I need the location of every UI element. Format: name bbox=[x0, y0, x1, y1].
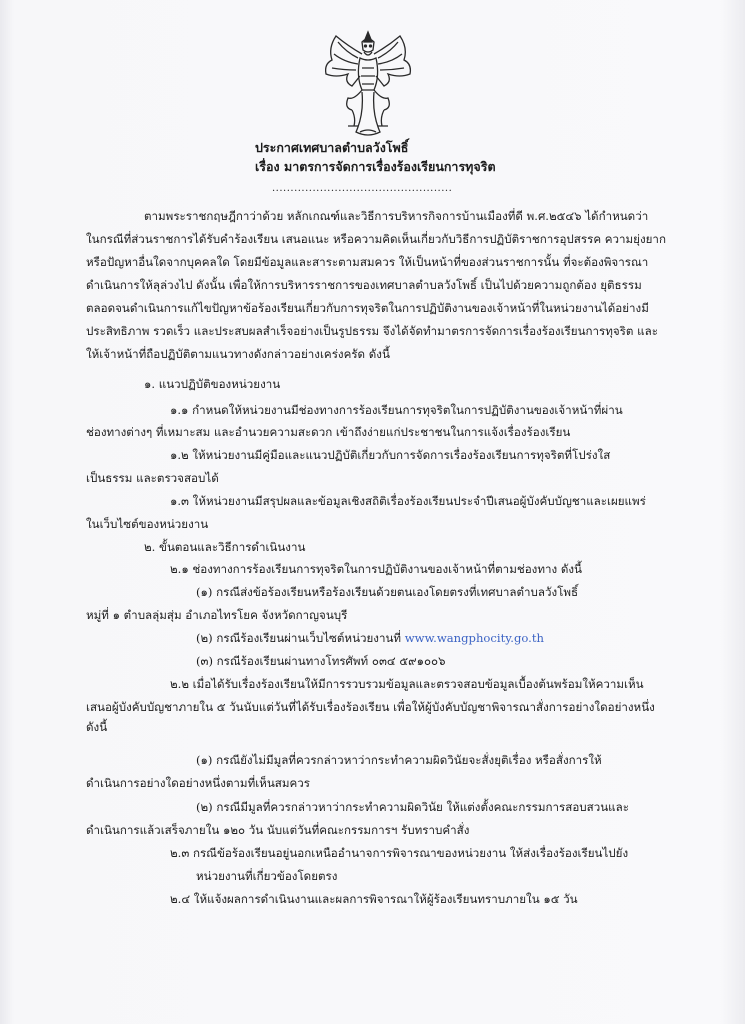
intro-line: หรือปัญหาอื่นใดจากบุคคลใด โดยมีข้อมูลและสาระตามสมควร ให้เป็นหน้าที่ของส่วนราชการนั้น ที่จะต้องพิจารณา bbox=[86, 255, 649, 269]
website-link[interactable]: www.wangphocity.go.th bbox=[404, 631, 544, 645]
clause-2-2-cont2: ดังนี้ bbox=[86, 720, 108, 734]
clause-2-2-2: (๒) กรณีมีมูลที่ควรกล่าวหาว่ากระทำความผิดวินัย ให้แต่งตั้งคณะกรรมการสอบสวนและ bbox=[196, 800, 629, 814]
intro-line: ดำเนินการให้ลุล่วงไป ดังนั้น เพื่อให้การบริหารราชการของเทศบาลตำบลวังโพธิ์ เป็นไปด้วยความถูกต้อง ยุติธรรม bbox=[86, 278, 642, 292]
clause-2-2-1-cont: ดำเนินการอย่างใดอย่างหนึ่งตามที่เห็นสมควร bbox=[86, 776, 310, 790]
clause-2-3: ๒.๓ กรณีข้อร้องเรียนอยู่นอกเหนืออำนาจการพิจารณาของหน่วยงาน ให้ส่งเรื่องร้องเรียนไปยัง bbox=[170, 846, 629, 860]
intro-line: ให้เจ้าหน้าที่ถือปฏิบัติตามแนวทางดังกล่าวอย่างเคร่งครัด ดังนี้ bbox=[86, 347, 390, 361]
clause-2-3-cont: หน่วยงานที่เกี่ยวข้องโดยตรง bbox=[196, 869, 338, 883]
clause-2-1-3: (๓) กรณีร้องเรียนผ่านทางโทรศัพท์ ๐๓๔ ๕๙๑๐๐๖ bbox=[196, 654, 446, 668]
clause-2-1-1: (๑) กรณีส่งข้อร้องเรียนหรือร้องเรียนด้วยตนเองโดยตรงที่เทศบาลตำบลวังโพธิ์ bbox=[196, 585, 579, 599]
title-separator: ................................................. bbox=[272, 183, 453, 194]
announcement-subject: เรื่อง มาตรการจัดการเรื่องร้องเรียนการทุจริต bbox=[255, 159, 496, 174]
clause-2-4: ๒.๔ ให้แจ้งผลการดำเนินงานและผลการพิจารณาให้ผู้ร้องเรียนทราบภายใน ๑๕ วัน bbox=[170, 892, 578, 906]
intro-line: ตลอดจนดำเนินการแก้ไขปัญหาข้อร้องเรียนเกี่ยวกับการทุจริตในการปฏิบัติงานของเจ้าหน้าที่ในหน่วยงานได้อย่างมี bbox=[86, 301, 649, 315]
intro-line: ประสิทธิภาพ รวดเร็ว และประสบผลสำเร็จอย่างเป็นรูปธรรม จึงได้จัดทำมาตรการจัดการเรื่องร้องเรียนการทุจริต และ bbox=[86, 324, 658, 338]
clause-2-1-1-cont: หมู่ที่ ๑ ตำบลลุ่มสุ่ม อำเภอไทรโยค จังหวัดกาญจนบุรี bbox=[86, 608, 348, 622]
clause-1-1-cont: ช่องทางต่างๆ ที่เหมาะสม และอำนวยความสะดวก เข้าถึงง่ายแก่ประชาชนในการแจ้งเรื่องร้องเรียน bbox=[86, 425, 571, 439]
announcement-title: ประกาศเทศบาลตำบลวังโพธิ์ bbox=[255, 140, 409, 155]
clause-2-1: ๒.๑ ช่องทางการร้องเรียนการทุจริตในการปฏิบัติงานของเจ้าหน้าที่ตามช่องทาง ดังนี้ bbox=[170, 562, 582, 576]
clause-2-2: ๒.๒ เมื่อได้รับเรื่องร้องเรียนให้มีการรวบรวมข้อมูลและตรวจสอบข้อมูลเบื้องต้นพร้อมให้ความเห็น bbox=[170, 677, 644, 691]
clause-2-2-1: (๑) กรณียังไม่มีมูลที่ควรกล่าวหาว่ากระทำความผิดวินัยจะสั่งยุติเรื่อง หรือสั่งการให้ bbox=[196, 753, 602, 767]
clause-1-2: ๑.๒ ให้หน่วยงานมีคู่มือและแนวปฏิบัติเกี่ยวกับการจัดการเรื่องร้องเรียนการทุจริตที่โปร่งใส bbox=[170, 448, 611, 462]
clause-1-3-cont: ในเว็บไซต์ของหน่วยงาน bbox=[86, 517, 209, 531]
clause-1-2-cont: เป็นธรรม และตรวจสอบได้ bbox=[86, 471, 219, 485]
intro-line: ในกรณีที่ส่วนราชการได้รับคำร้องเรียน เสนอแนะ หรือความคิดเห็นเกี่ยวกับวิธีการปฏิบัติราชการอุปสรรค ความยุ่งยาก bbox=[86, 232, 666, 246]
section1-heading: ๑. แนวปฏิบัติของหน่วยงาน bbox=[144, 377, 281, 391]
clause-1-3: ๑.๓ ให้หน่วยงานมีสรุปผลและข้อมูลเชิงสถิติเรื่องร้องเรียนประจำปีเสนอผู้บังคับบัญชาและเผยแพร่ bbox=[170, 494, 646, 508]
garuda-emblem-icon bbox=[318, 28, 418, 140]
clause-2-2-2-cont: ดำเนินการแล้วเสร็จภายใน ๑๒๐ วัน นับแต่วันที่คณะกรรมการฯ รับทราบคำสั่ง bbox=[86, 823, 470, 837]
intro-line: ตามพระราชกฤษฎีกาว่าด้วย หลักเกณฑ์และวิธีการบริหารกิจการบ้านเมืองที่ดี พ.ศ.๒๕๔๖ ได้กำหนดว่า bbox=[144, 209, 649, 223]
section2-heading: ๒. ขั้นตอนและวิธีการดำเนินงาน bbox=[144, 540, 306, 554]
clause-2-2-cont: เสนอผู้บังคับบัญชาภายใน ๕ วันนับแต่วันที่ได้รับเรื่องร้องเรียน เพื่อให้ผู้บังคับบัญชาพิจารณาสั่งการอย่างใดอย่างหนึ่ง bbox=[86, 700, 655, 714]
clause-2-1-2-text: (๒) กรณีร้องเรียนผ่านเว็บไซต์หน่วยงานที่ bbox=[196, 631, 402, 645]
clause-2-1-2 bbox=[196, 630, 544, 646]
clause-1-1: ๑.๑ กำหนดให้หน่วยงานมีช่องทางการร้องเรียนการทุจริตในการปฏิบัติงานของเจ้าหน้าที่ผ่าน bbox=[170, 403, 623, 417]
